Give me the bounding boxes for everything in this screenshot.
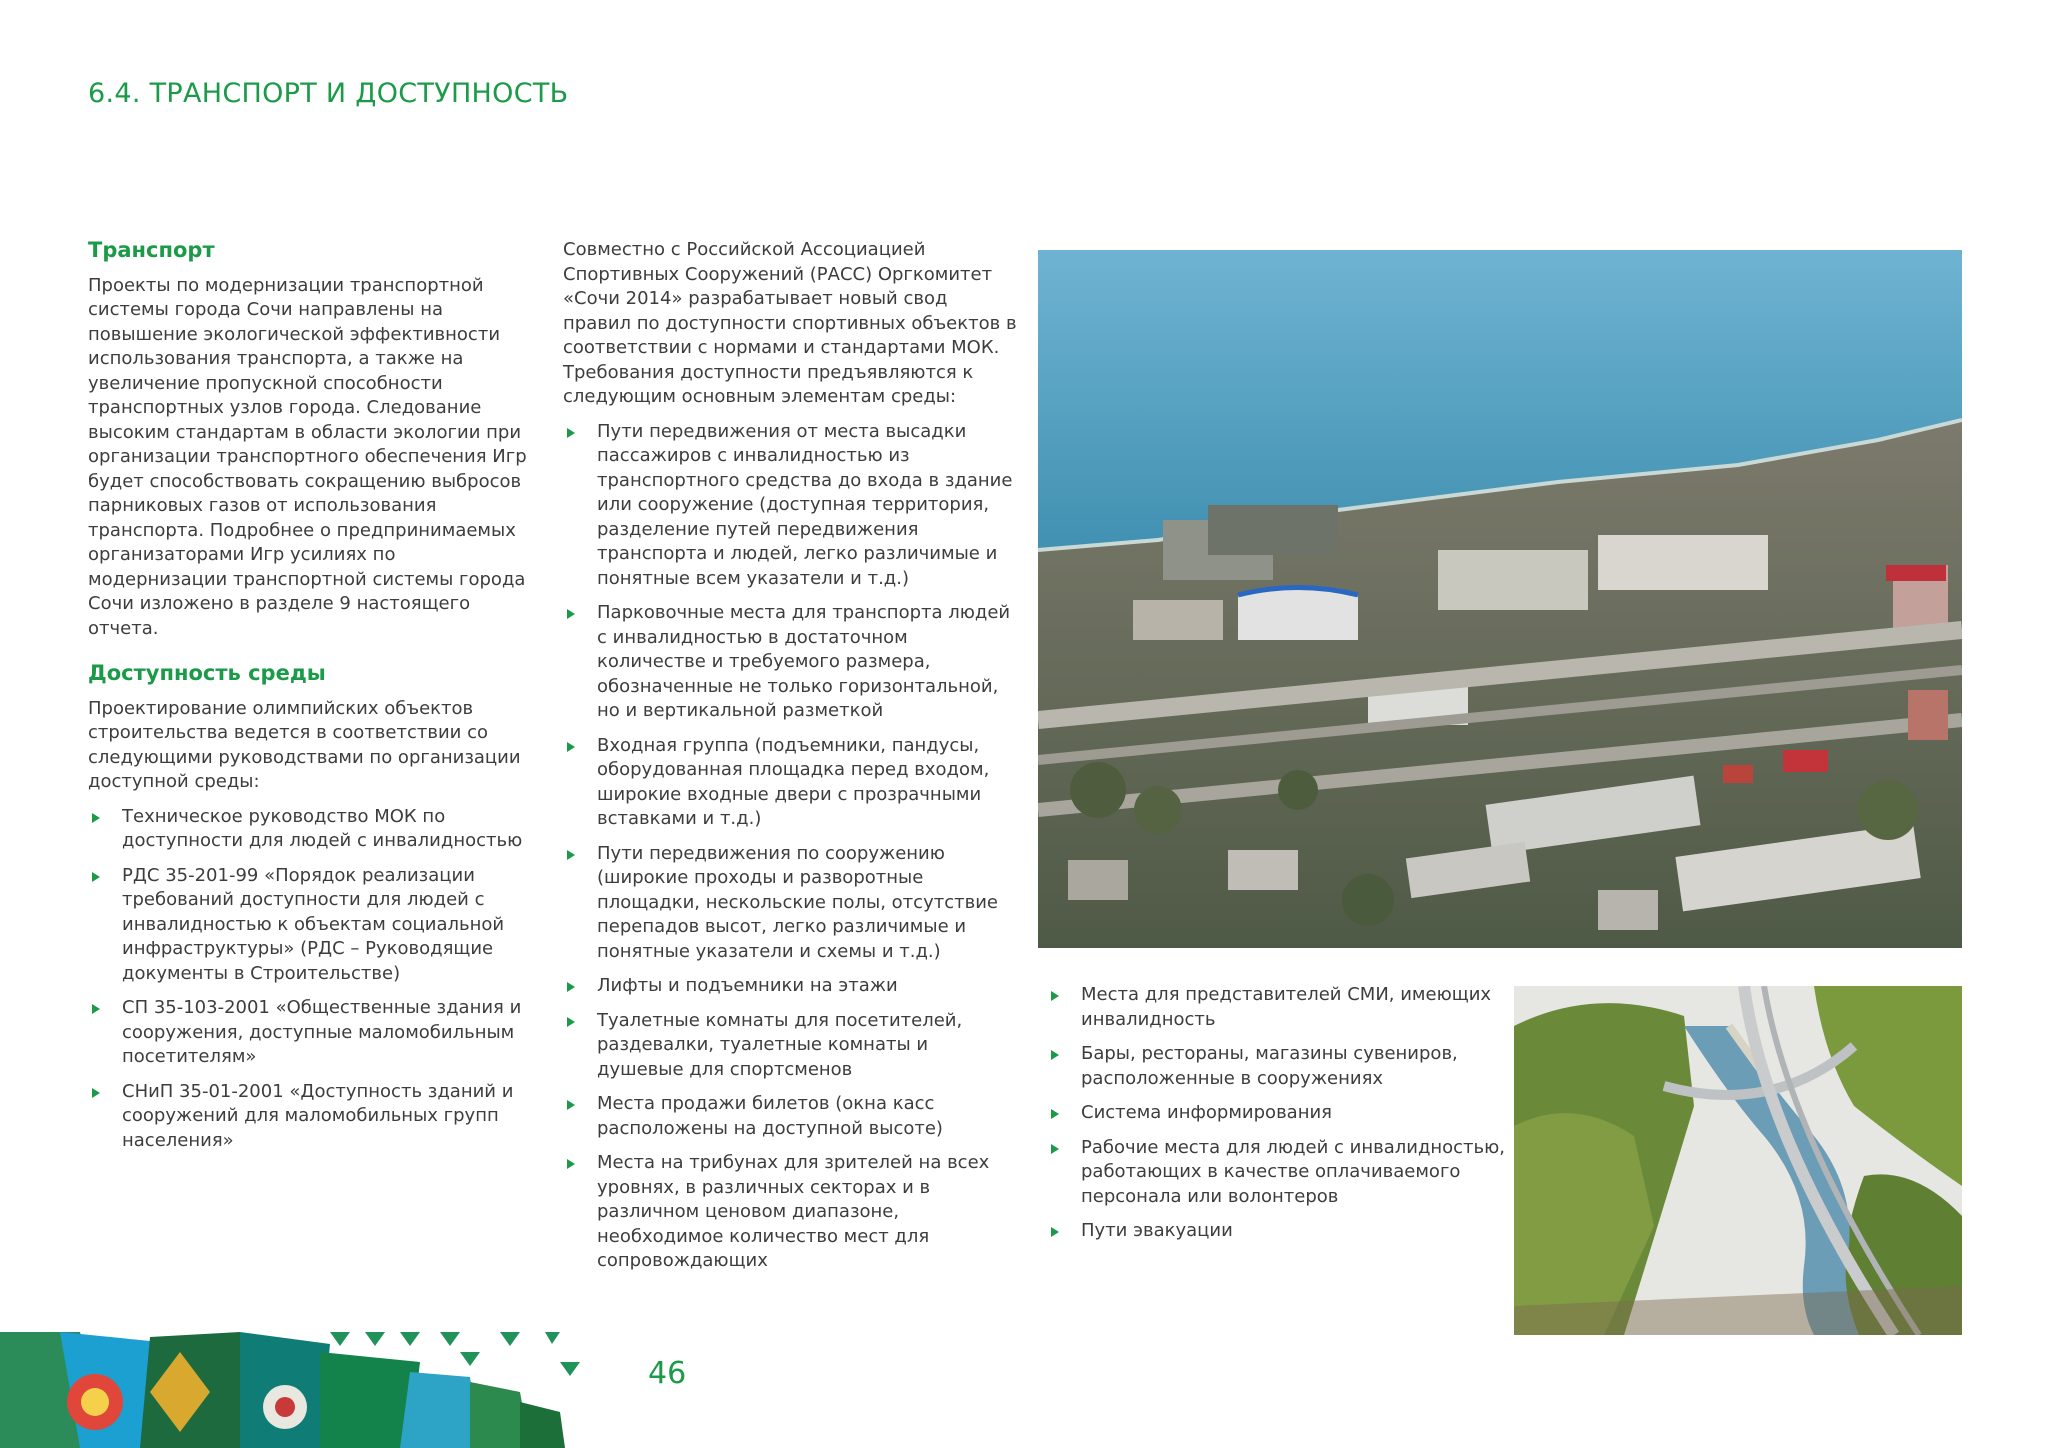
list-item: Бары, рестораны, магазины сувениров, расположенные в сооружениях bbox=[1047, 1042, 1517, 1091]
aerial-city-photo bbox=[1038, 250, 1962, 948]
list-item: Система информирования bbox=[1047, 1101, 1517, 1126]
requirements-list-continued bbox=[1047, 983, 1517, 1244]
guidelines-list bbox=[88, 805, 538, 1154]
list-item: Места продажи билетов (окна касс расположены на доступной высоте) bbox=[563, 1092, 1018, 1141]
list-item: СП 35-103-2001 «Общественные здания и сооружения, доступные маломобильным посетителям» bbox=[88, 996, 538, 1070]
list-item: Лифты и подъемники на этажи bbox=[563, 974, 1018, 999]
requirements-list bbox=[563, 420, 1018, 1274]
list-item: Техническое руководство МОК по доступности для людей с инвалидностью bbox=[88, 805, 538, 854]
list-item: Рабочие места для людей с инвалидностью, работающих в качестве оплачиваемого персонала или волонтеров bbox=[1047, 1136, 1517, 1210]
landscape-model-photo bbox=[1514, 986, 1962, 1335]
decorative-pattern-strip bbox=[0, 1332, 600, 1448]
list-item: РДС 35-201-99 «Порядок реализации требований доступности для людей с инвалидностью к объектам социальной инфраструктуры» (РДС – Руководящие документы в Строительстве) bbox=[88, 864, 538, 987]
page-title: 6.4. ТРАНСПОРТ И ДОСТУПНОСТЬ bbox=[88, 78, 569, 109]
list-item: Пути эвакуации bbox=[1047, 1219, 1517, 1244]
list-item: СНиП 35-01-2001 «Доступность зданий и сооружений для маломобильных групп населения» bbox=[88, 1080, 538, 1154]
list-item: Входная группа (подъемники, пандусы, оборудованная площадка перед входом, широкие входные двери с прозрачными вставками и т.д.) bbox=[563, 734, 1018, 832]
right-text-column bbox=[1047, 983, 1517, 1254]
transport-heading: Транспорт bbox=[88, 238, 215, 262]
middle-text-column bbox=[563, 238, 1018, 1284]
list-item: Пути передвижения от места высадки пассажиров с инвалидностью из транспортного средства до входа в здание или сооружение (доступная территория, разделение путей передвижения транспорта и людей, легко различимые и понятные всем указатели и т.д.) bbox=[563, 420, 1018, 592]
list-item: Места для представителей СМИ, имеющих инвалидность bbox=[1047, 983, 1517, 1032]
left-text-column bbox=[88, 238, 538, 1163]
list-item: Парковочные места для транспорта людей с инвалидностью в достаточном количестве и требуемого размера, обозначенные не только горизонтальной, но и вертикальной разметкой bbox=[563, 601, 1018, 724]
requirements-intro: Совместно с Российской Ассоциацией Спортивных Сооружений (РАСС) Оргкомитет «Сочи 2014» разрабатывает новый свод правил по доступности спортивных объектов в соответствии с нормами и стандартами МОК. Требования доступности предъявляются к следующим основным элементам среды: bbox=[563, 239, 1017, 407]
list-item: Туалетные комнаты для посетителей, раздевалки, туалетные комнаты и душевые для спортсменов bbox=[563, 1009, 1018, 1083]
accessibility-heading: Доступность среды bbox=[88, 661, 326, 685]
list-item: Места на трибунах для зрителей на всех уровнях, в различных секторах и в различном ценовом диапазоне, необходимое количество мест для сопровождающих bbox=[563, 1151, 1018, 1274]
list-item: Пути передвижения по сооружению (широкие проходы и разворотные площадки, нескольские полы, отсутствие перепадов высот, легко различимые и понятные указатели и схемы и т.д.) bbox=[563, 842, 1018, 965]
transport-paragraph: Проекты по модернизации транспортной системы города Сочи направлены на повышение экологической эффективности использования транспорта, а также на увеличение пропускной способности транспортных узлов города. Следование высоким стандартам в области экологии при организации транспортного обеспечения Игр будет способствовать сокращению выбросов парниковых газов от использования транспорта. Подробнее о предпринимаемых организаторами Игр усилиях по модернизации транспортной системы города Сочи изложено в разделе 9 настоящего отчета. bbox=[88, 274, 527, 639]
page-number: 46 bbox=[648, 1356, 687, 1391]
accessibility-paragraph: Проектирование олимпийских объектов строительства ведется в соответствии со следующими руководствами по организации доступной среды: bbox=[88, 697, 521, 792]
